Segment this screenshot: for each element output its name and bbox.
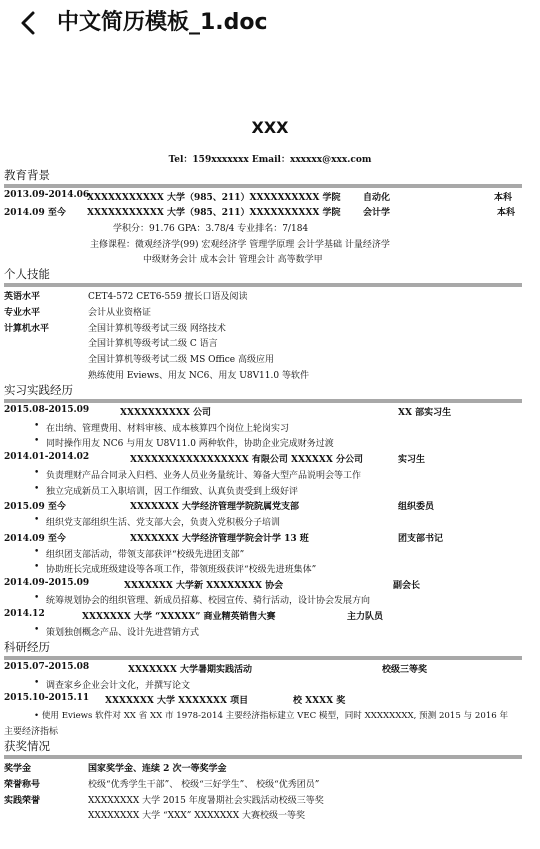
job-org: XXXXXXX 大学 “XXXXX” 商业精英销售大赛	[82, 612, 276, 622]
edu-degree: 本科	[494, 193, 513, 203]
job-bullet: • 组织党支部组织生活、党支部大会，负责入党积极分子培训	[46, 515, 280, 528]
job-bullet: • 策划独创概念产品、设计先进营销方式	[46, 625, 199, 638]
skill-label: 计算机水平	[4, 324, 50, 334]
job-bullet: • 组织团支部活动，带领支部获评“校级先进团支部”	[46, 547, 244, 560]
research-desc-cont: 主要经济指标	[4, 727, 59, 737]
job-role: 主力队员	[347, 612, 384, 622]
skill-value: 全国计算机等级考试三级 网络技术	[88, 324, 226, 334]
research-org: XXXXXXX 大学暑期实践活动	[128, 665, 253, 675]
job-role: 组织委员	[398, 502, 435, 512]
job-bullet: • 在出纳、管理费用、材料审核、成本核算四个岗位上轮岗实习	[46, 421, 289, 434]
section-divider	[4, 755, 522, 759]
skill-value: 熟练使用 Eviews、用友 NC6、用友 U8V11.0 等软件	[88, 371, 309, 381]
job-org: XXXXXXXXXXXXXXXXX 有限公司 XXXXXX 分公司	[130, 455, 364, 465]
job-role: XX 部实习生	[398, 408, 452, 418]
award-value: 校级“优秀学生干部”、 校级“三好学生”、 校级“优秀团员”	[88, 780, 320, 790]
job-date: 2014.01-2014.02	[4, 452, 90, 462]
award-value: 国家奖学金、连续 2 次一等奖学金	[88, 764, 227, 774]
job-role: 副会长	[393, 581, 421, 591]
job-org: XXXXXXXXXX 公司	[120, 408, 211, 418]
research-date: 2015.07-2015.08	[4, 662, 90, 672]
job-bullet: • 独立完成新员工入职培训，因工作细致、认真负责受到上级好评	[46, 484, 298, 497]
edu-courses: 主修课程：微观经济学(99) 宏观经济学 管理学原理 会计学基础 计量经济学	[90, 240, 390, 250]
research-date: 2015.10-2015.11	[4, 693, 90, 703]
job-role: 实习生	[398, 455, 426, 465]
section-divider	[4, 283, 522, 287]
skill-value: 全国计算机等级考试二级 MS Office 高级应用	[88, 355, 274, 365]
job-date: 2014.09 至今	[4, 534, 66, 544]
skill-value: CET4-572 CET6-559 擅长口语及阅读	[88, 292, 248, 302]
section-skills-title: 个人技能	[4, 267, 50, 281]
award-value: XXXXXXXX 大学 2015 年度暑期社会实践活动校级三等奖	[88, 796, 324, 806]
section-education-title: 教育背景	[4, 168, 50, 182]
skill-label: 英语水平	[4, 292, 41, 302]
award-label: 奖学金	[4, 764, 32, 774]
job-bullet: • 同时操作用友 NC6 与用友 U8V11.0 两种软件，协助企业完成财务过渡	[46, 436, 334, 449]
document-page	[0, 50, 540, 849]
job-date: 2015.09 至今	[4, 502, 66, 512]
research-bullet: • 调查家乡企业会计文化，并撰写论文	[46, 678, 190, 691]
skill-value: 全国计算机等级考试二级 C 语言	[88, 339, 218, 349]
job-bullet: • 统筹规划协会的组织管理、新成员招募、校园宣传、骑行活动，设计协会发展方向	[46, 593, 370, 606]
research-org: XXXXXXX 大学 XXXXXXX 项目	[105, 696, 249, 706]
document-title: 中文简历模板_1.doc	[57, 10, 268, 35]
skill-value: 会计从业资格证	[88, 308, 152, 318]
app-bar	[0, 0, 540, 51]
resume-name: XXX	[251, 118, 289, 137]
edu-degree: 本科	[497, 208, 516, 218]
research-role: 校 XXXX 奖	[293, 696, 346, 706]
section-divider	[4, 656, 522, 660]
research-role: 校级三等奖	[382, 665, 428, 675]
job-date: 2014.12	[4, 609, 45, 619]
edu-major: 会计学	[363, 208, 391, 218]
edu-scores: 学积分：91.76 GPA：3.78/4 专业排名：7/184	[113, 224, 309, 234]
job-org: XXXXXXX 大学经济管理学院院属党支部	[130, 502, 300, 512]
section-internship-title: 实习实践经历	[4, 383, 73, 397]
job-date: 2014.09-2015.09	[4, 578, 90, 588]
section-awards-title: 获奖情况	[4, 739, 50, 753]
job-org: XXXXXXX 大学新 XXXXXXXX 协会	[124, 581, 284, 591]
edu-major: 自动化	[363, 193, 391, 203]
section-divider	[4, 184, 522, 188]
job-date: 2015.08-2015.09	[4, 405, 90, 415]
job-org: XXXXXXX 大学经济管理学院会计学 13 班	[130, 534, 309, 544]
back-arrow-icon[interactable]	[14, 8, 44, 38]
research-desc: • 使用 Eviews 软件对 XX 省 XX 市 1978-2014 主要经济指标建立 VEC 模型，同时 XXXXXXXX, 预测 2015 与 2016 年	[34, 711, 509, 721]
skill-label: 专业水平	[4, 308, 41, 318]
job-bullet: • 协助班长完成班级建设等各项工作，带领班级获评“校级先进班集体”	[46, 562, 316, 575]
section-divider	[4, 399, 522, 403]
job-role: 团支部书记	[398, 534, 444, 544]
edu-courses-cont: 中级财务会计 成本会计 管理会计 高等数学甲	[143, 255, 323, 265]
award-label: 实践荣誉	[4, 796, 41, 806]
award-value: XXXXXXXX 大学 “XXX” XXXXXXX 大赛校级一等奖	[88, 811, 305, 821]
job-bullet: • 负责理财产品合同录入归档、业务人员业务量统计、筹备大型产品说明会等工作	[46, 468, 361, 481]
award-label: 荣誉称号	[4, 780, 41, 790]
contact-line: Tel：159xxxxxxx Email：xxxxxx@xxx.com	[168, 155, 372, 165]
edu-date: 2013.09-2014.06	[4, 190, 90, 200]
edu-school: XXXXXXXXXXX 大学（985、211）XXXXXXXXXX 学院	[87, 208, 341, 218]
edu-date: 2014.09 至今	[4, 208, 66, 218]
edu-school: XXXXXXXXXXX 大学（985、211）XXXXXXXXXX 学院	[87, 193, 341, 203]
section-research-title: 科研经历	[4, 640, 50, 654]
